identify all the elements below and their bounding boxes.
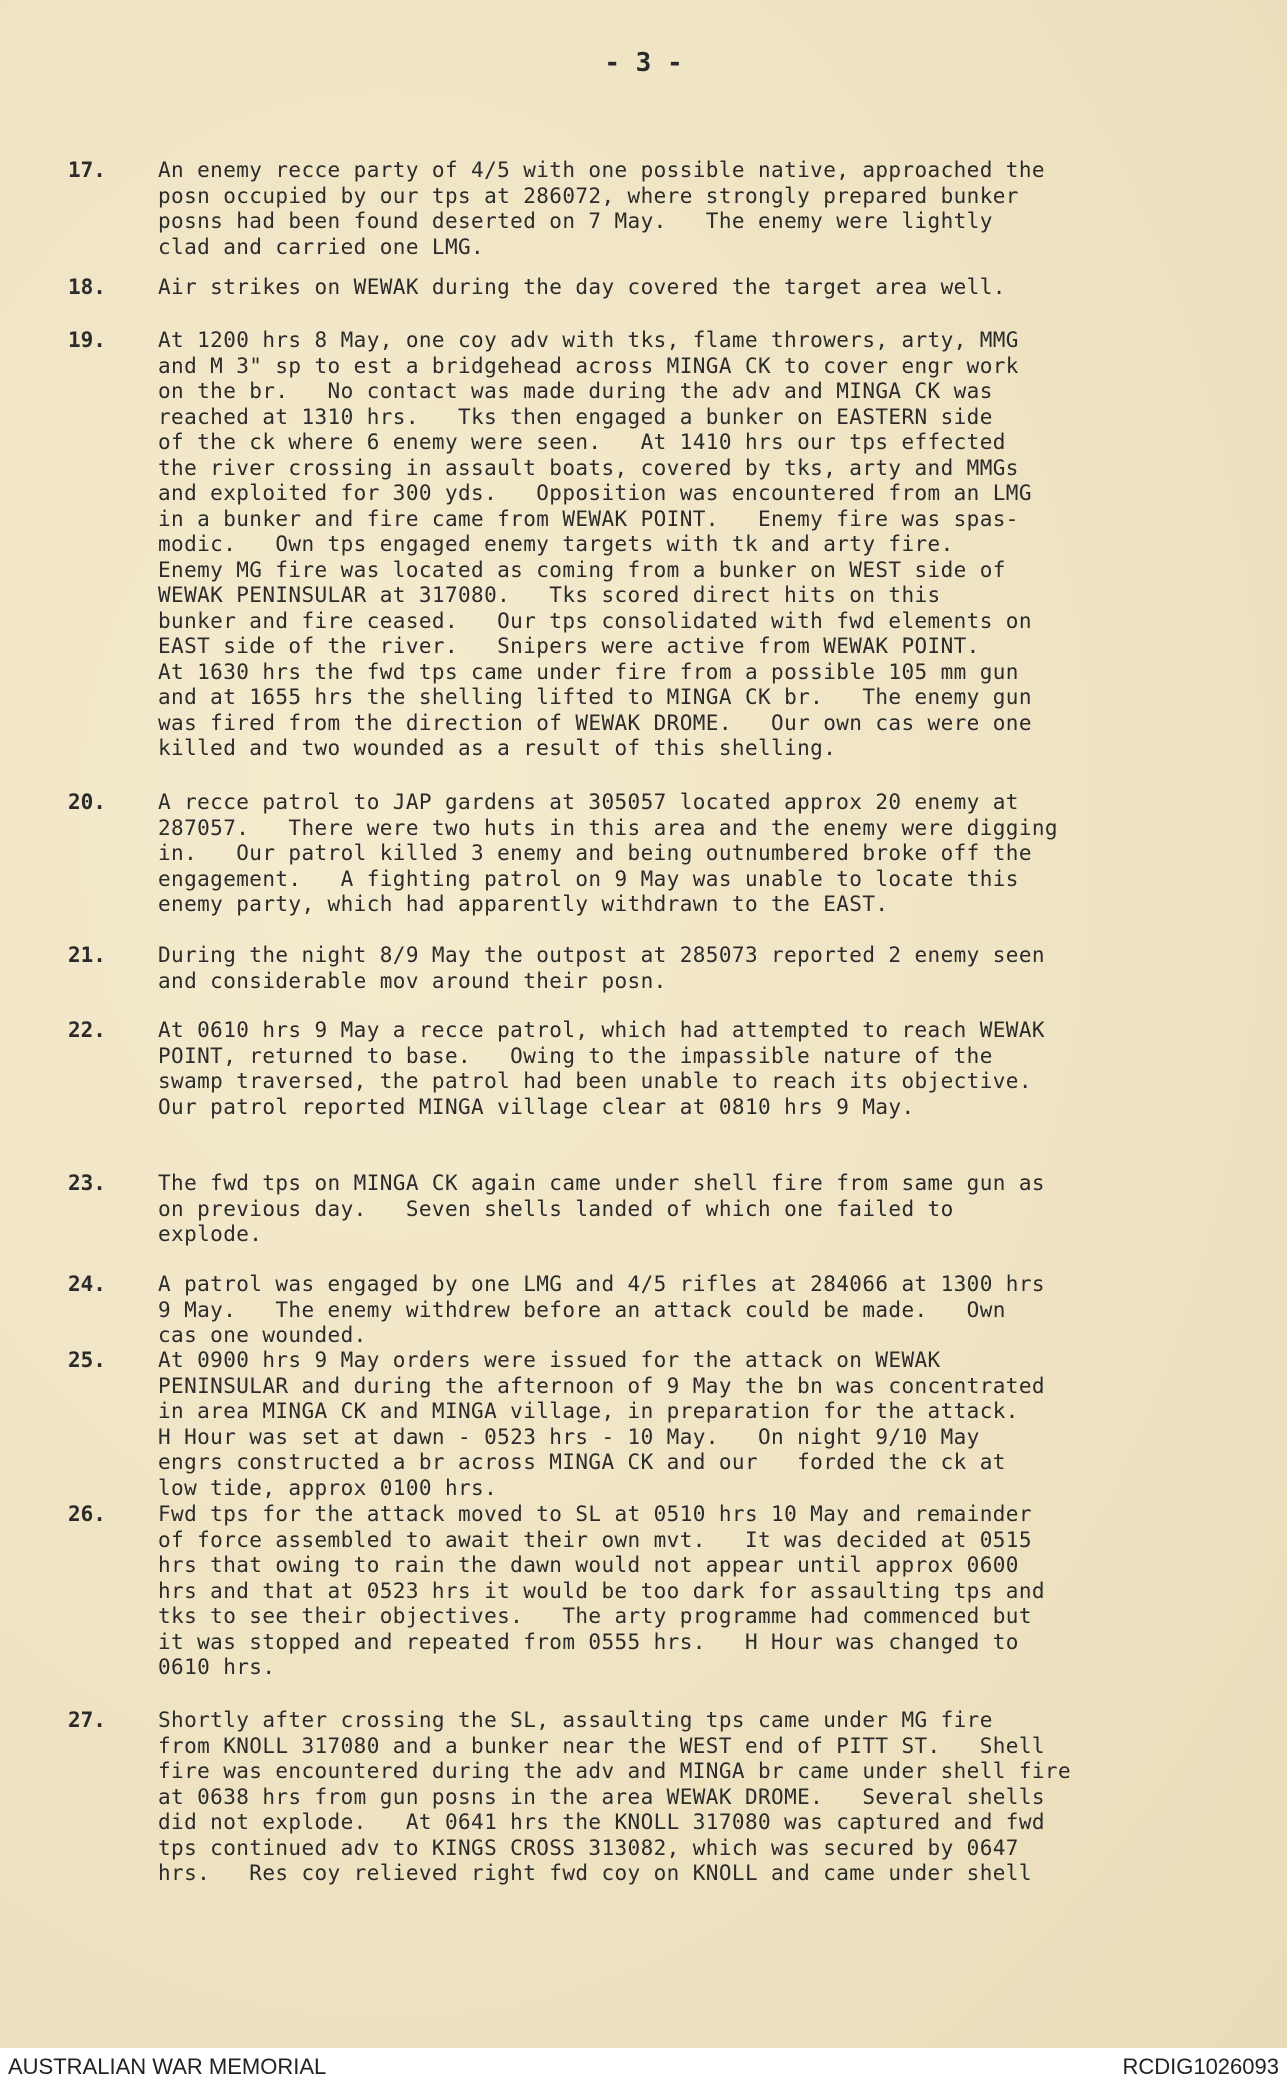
text-line: An enemy recce party of 4/5 with one possible native, approached the — [158, 158, 1045, 182]
paragraph-text — [158, 1171, 1228, 1248]
text-line: Fwd tps for the attack moved to SL at 0510 hrs 10 May and remainder — [158, 1502, 1032, 1526]
paragraph-number: 20. — [68, 790, 106, 814]
text-line: engagement. A fighting patrol on 9 May was unable to locate this — [158, 866, 1019, 891]
text-line: and at 1655 hrs the shelling lifted to MINGA CK br. The enemy gun — [158, 685, 1032, 709]
text-line: and considerable mov around their posn. — [158, 968, 667, 993]
text-line: During the night 8/9 May the outpost at 285073 reported 2 enemy seen — [158, 943, 1045, 967]
text-line: at 0638 hrs from gun posns in the area WEWAK DROME. Several shells — [158, 1784, 1045, 1809]
text-line: Enemy MG fire was located as coming from a bunker on WEST side of — [158, 557, 1006, 582]
text-line: 287057. There were two huts in this area and the enemy were digging — [158, 815, 1058, 840]
text-line: POINT, returned to base. Owing to the impassible nature of the — [158, 1043, 993, 1068]
paragraph-text — [158, 1348, 1228, 1501]
text-line: WEWAK PENINSULAR at 317080. Tks scored direct hits on this — [158, 583, 941, 607]
text-line: posns had been found deserted on 7 May. The enemy were lightly — [158, 209, 993, 233]
paragraph-number: 23. — [68, 1171, 106, 1195]
paragraph-number: 21. — [68, 943, 106, 967]
text-line: At 1200 hrs 8 May, one coy adv with tks, flame throwers, arty, MMG — [158, 328, 1019, 352]
paragraph-text — [158, 1018, 1228, 1120]
paragraph-text — [158, 1502, 1228, 1681]
paragraph-number: 26. — [68, 1502, 106, 1526]
text-line: posn occupied by our tps at 286072, where strongly prepared bunker — [158, 183, 1019, 208]
text-line: explode. — [158, 1222, 263, 1246]
paragraph-text — [158, 1708, 1228, 1887]
text-line: The fwd tps on MINGA CK again came under shell fire from same gun as — [158, 1171, 1045, 1195]
paragraph-text — [158, 790, 1228, 918]
text-line: clad and carried one LMG. — [158, 234, 485, 259]
text-line: and M 3" sp to est a bridgehead across MINGA CK to cover engr work — [158, 353, 1019, 378]
text-line: Shortly after crossing the SL, assaulting tps came under MG fire — [158, 1708, 993, 1732]
text-line: bunker and fire ceased. Our tps consolidated with fwd elements on — [158, 608, 1032, 633]
text-line: tps continued adv to KINGS CROSS 313082, which was secured by 0647 — [158, 1835, 1019, 1860]
paragraph-number: 24. — [68, 1272, 106, 1296]
text-line: on previous day. Seven shells landed of which one failed to — [158, 1196, 954, 1221]
text-line: hrs. Res coy relieved right fwd coy on KNOLL and came under shell — [158, 1861, 1032, 1885]
page-number: - 3 - — [604, 48, 683, 78]
text-line: was fired from the direction of WEWAK DROME. Our own cas were one — [158, 710, 1032, 735]
text-line: the river crossing in assault boats, covered by tks, arty and MMGs — [158, 455, 1019, 480]
text-line: At 0610 hrs 9 May a recce patrol, which had attempted to reach WEWAK — [158, 1018, 1045, 1042]
paragraph-number: 25. — [68, 1348, 106, 1372]
text-line: 0610 hrs. — [158, 1655, 276, 1679]
text-line: At 1630 hrs the fwd tps came under fire from a possible 105 mm gun — [158, 659, 1019, 684]
text-line: tks to see their objectives. The arty programme had commenced but — [158, 1604, 1032, 1628]
text-line: hrs and that at 0523 hrs it would be too dark for assaulting tps and — [158, 1578, 1045, 1603]
text-line: killed and two wounded as a result of this shelling. — [158, 736, 837, 760]
paragraph-number: 27. — [68, 1708, 106, 1732]
paragraph-number: 22. — [68, 1018, 106, 1042]
text-line: H Hour was set at dawn - 0523 hrs - 10 May. On night 9/10 May — [158, 1424, 980, 1449]
text-line: modic. Own tps engaged enemy targets with tk and arty fire. — [158, 532, 954, 556]
text-line: reached at 1310 hrs. Tks then engaged a bunker on EASTERN side — [158, 404, 993, 429]
text-line: A recce patrol to JAP gardens at 305057 located approx 20 enemy at — [158, 790, 1019, 814]
text-line: Our patrol reported MINGA village clear at 0810 hrs 9 May. — [158, 1094, 915, 1119]
text-line: in area MINGA CK and MINGA village, in preparation for the attack. — [158, 1399, 1019, 1423]
text-line: in a bunker and fire came from WEWAK POINT. Enemy fire was spas- — [158, 506, 1019, 531]
text-line: PENINSULAR and during the afternoon of 9 May the bn was concentrated — [158, 1373, 1045, 1398]
text-line: Air strikes on WEWAK during the day covered the target area well. — [158, 275, 1006, 299]
text-line: cas one wounded. — [158, 1323, 367, 1347]
paragraph-number: 19. — [68, 328, 106, 352]
text-line: fire was encountered during the adv and MINGA br came under shell fire — [158, 1759, 1072, 1783]
text-line: it was stopped and repeated from 0555 hrs. H Hour was changed to — [158, 1629, 1019, 1654]
paragraph-text — [158, 275, 1228, 301]
text-line: of the ck where 6 enemy were seen. At 1410 hrs our tps effected — [158, 430, 1006, 454]
footer-record-id: RCDIG1026093 — [1122, 2054, 1279, 2079]
text-line: from KNOLL 317080 and a bunker near the WEST end of PITT ST. Shell — [158, 1733, 1045, 1758]
text-line: low tide, approx 0100 hrs. — [158, 1475, 498, 1500]
text-line: 9 May. The enemy withdrew before an attack could be made. Own — [158, 1297, 1006, 1322]
text-line: EAST side of the river. Snipers were active from WEWAK POINT. — [158, 634, 980, 658]
paragraph-text — [158, 328, 1228, 762]
text-line: of force assembled to await their own mvt. It was decided at 0515 — [158, 1527, 1032, 1552]
text-line: enemy party, which had apparently withdrawn to the EAST. — [158, 892, 889, 916]
text-line: A patrol was engaged by one LMG and 4/5 rifles at 284066 at 1300 hrs — [158, 1272, 1045, 1296]
text-line: hrs that owing to rain the dawn would not appear until approx 0600 — [158, 1553, 1019, 1577]
paragraph-text — [158, 158, 1228, 260]
paragraph-text — [158, 943, 1228, 994]
footer-archive-name: AUSTRALIAN WAR MEMORIAL — [8, 2054, 327, 2079]
paragraph-number: 17. — [68, 158, 106, 182]
text-line: engrs constructed a br across MINGA CK and our forded the ck at — [158, 1450, 1006, 1474]
text-line: and exploited for 300 yds. Opposition was encountered from an LMG — [158, 481, 1032, 505]
text-line: in. Our patrol killed 3 enemy and being outnumbered broke off the — [158, 841, 1032, 865]
text-line: At 0900 hrs 9 May orders were issued for the attack on WEWAK — [158, 1348, 941, 1372]
paragraph-number: 18. — [68, 275, 106, 299]
archive-footer — [0, 2048, 1287, 2082]
paragraph-text — [158, 1272, 1228, 1349]
text-line: did not explode. At 0641 hrs the KNOLL 317080 was captured and fwd — [158, 1810, 1045, 1834]
text-line: swamp traversed, the patrol had been unable to reach its objective. — [158, 1069, 1032, 1093]
text-line: on the br. No contact was made during the adv and MINGA CK was — [158, 379, 993, 403]
